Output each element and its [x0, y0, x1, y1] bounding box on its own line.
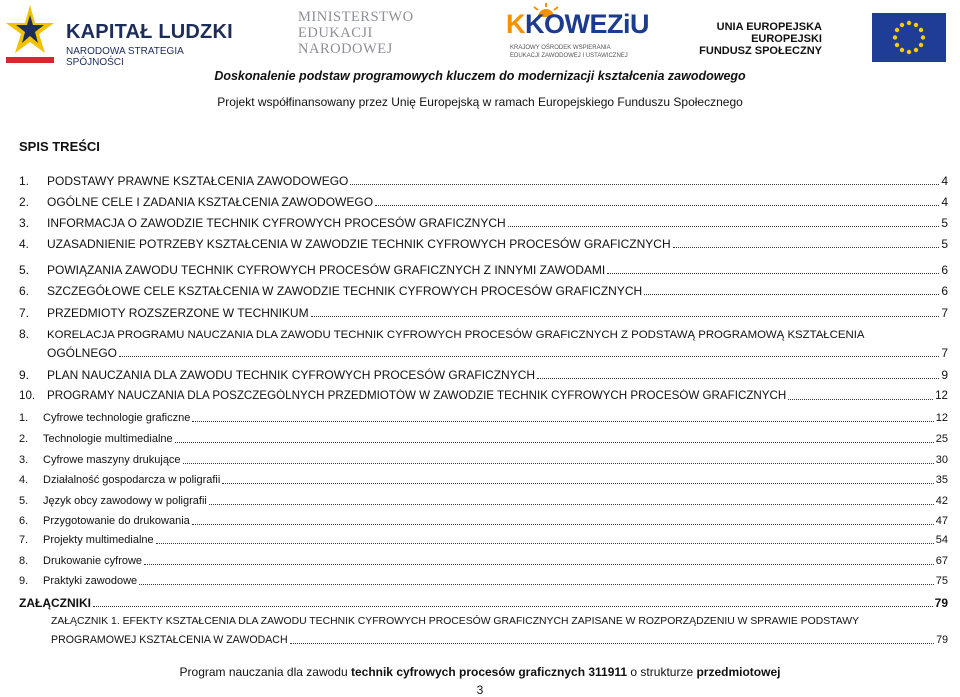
dot-leader: [375, 204, 939, 206]
toc-entry-number: 5.: [19, 263, 30, 277]
toc-entry-page: 6: [941, 284, 948, 298]
subtoc-label: Cyfrowe maszyny drukujące: [43, 454, 181, 466]
eu-line-1: UNIA EUROPEJSKA: [716, 21, 822, 33]
eu-line-2: EUROPEJSKI: [751, 33, 822, 45]
subtoc-label: Język obcy zawodowy w poligrafii: [43, 495, 207, 507]
toc-entry-7[interactable]: [19, 306, 948, 320]
dot-leader: [222, 482, 933, 484]
toc-entry-label: UZASADNIENIE POTRZEBY KSZTAŁCENIA W ZAWODZIE TECHNIK CYFROWYCH PROCESÓW GRAFICZNYCH: [47, 237, 671, 251]
toc-entry-label: POWIĄZANIA ZAWODU TECHNIK CYFROWYCH PROCESÓW GRAFICZNYCH Z INNYMI ZAWODAMI: [47, 263, 606, 277]
dot-leader: [175, 441, 934, 443]
kowezu-logo: [500, 3, 649, 65]
toc-entry-page: 4: [941, 195, 948, 209]
subtoc-entry-3[interactable]: [19, 453, 948, 467]
attachments-page: 79: [934, 596, 948, 610]
subtoc-label: Projekty multimedialne: [43, 534, 154, 546]
attachment-1-page: 79: [936, 634, 948, 646]
dot-leader: [93, 605, 933, 607]
subtoc-entry-4[interactable]: [19, 473, 948, 487]
header-tagline: Doskonalenie podstaw programowych kluczem do modernizacji kształcenia zawodowego: [214, 69, 746, 83]
subtoc-number: 7.: [19, 534, 29, 546]
ministry-line-1: MINISTERSTWO: [298, 9, 414, 25]
dot-leader: [156, 542, 934, 544]
toc-entry-page: 7: [941, 306, 948, 320]
subtoc-entry-6[interactable]: [19, 514, 948, 528]
toc-entry-label: OGÓLNE CELE I ZADANIA KSZTAŁCENIA ZAWODOWEGO: [47, 195, 374, 209]
dot-leader: [788, 398, 933, 400]
page-footer: [0, 665, 960, 679]
toc-entry-number: 6.: [19, 284, 30, 298]
subtoc-label: Przygotowanie do drukowania: [43, 515, 190, 527]
dot-leader: [350, 183, 939, 185]
subtoc-label: Technologie multimedialne: [43, 433, 173, 445]
toc-entry-number: 7.: [19, 306, 30, 320]
toc-entry-label: INFORMACJA O ZAWODZIE TECHNIK CYFROWYCH PROCESÓW GRAFICZNYCH: [47, 216, 506, 230]
subtoc-entry-5[interactable]: [19, 494, 948, 508]
toc-entry-page: 9: [941, 368, 948, 382]
star-icon: [4, 3, 56, 65]
dot-leader: [192, 420, 933, 422]
toc-entry-1[interactable]: [19, 174, 948, 188]
toc-entry-number: 2.: [19, 195, 30, 209]
subtoc-page: 35: [935, 474, 948, 486]
dot-leader: [192, 523, 934, 525]
subtoc-number: 4.: [19, 474, 29, 486]
toc-entry-label-continued: OGÓLNEGO: [47, 346, 118, 360]
kapital-ludzki-title: KAPITAŁ LUDZKI: [66, 21, 233, 43]
toc-entry-label: KORELACJA PROGRAMU NAUCZANIA DLA ZAWODU TECHNIK CYFROWYCH PROCESÓW GRAFICZNYCH Z PODSTAWĄ PROGRAMOWĄ KSZTAŁCENIA: [47, 329, 865, 341]
footer-structure: przedmiotowej: [696, 665, 781, 679]
subtoc-number: 9.: [19, 575, 29, 587]
subtoc-page: 75: [935, 575, 948, 587]
toc-entry-number: 8.: [19, 327, 30, 341]
toc-entry-page: 5: [941, 237, 948, 251]
dot-leader: [209, 503, 934, 505]
kowezu-name: KKOWEZiU: [506, 9, 649, 39]
footer-mid: o strukturze: [627, 665, 697, 679]
eu-line-3: FUNDUSZ SPOŁECZNY: [699, 45, 822, 57]
toc-entry-label: PROGRAMY NAUCZANIA DLA POSZCZEGÓLNYCH PRZEDMIOTÓW W ZAWODZIE TECHNIK CYFROWYCH PROCESÓW GRAFICZNYCH: [47, 389, 787, 402]
attachment-1-line-1[interactable]: ZAŁĄCZNIK 1. EFEKTY KSZTAŁCENIA DLA ZAWODU TECHNIK CYFROWYCH PROCESÓW GRAFICZNYCH ZAPISANE W ROZPORZĄDZENIU W SPRAWIE PODSTAWY: [51, 616, 860, 627]
subtoc-number: 1.: [19, 412, 29, 424]
subtoc-number: 5.: [19, 495, 29, 507]
subtoc-number: 2.: [19, 433, 29, 445]
dot-leader: [537, 377, 939, 379]
subtoc-page: 25: [935, 433, 948, 445]
subtoc-label: Działalność gospodarcza w poligrafii: [43, 474, 221, 486]
ministry-line-3: NARODOWEJ: [298, 41, 393, 57]
subtoc-number: 8.: [19, 555, 29, 567]
toc-entry-3[interactable]: [19, 216, 948, 230]
toc-entry-label: SZCZEGÓŁOWE CELE KSZTAŁCENIA W ZAWODZIE TECHNIK CYFROWYCH PROCESÓW GRAFICZNYCH: [47, 284, 643, 298]
toc-title: SPIS TREŚCI: [19, 139, 100, 154]
dot-leader: [139, 583, 934, 585]
subtoc-label: Drukowanie cyfrowe: [43, 555, 143, 567]
subtoc-page: 67: [935, 555, 948, 567]
toc-entry-number: 9.: [19, 368, 30, 382]
attachment-1-line-2[interactable]: [51, 633, 948, 647]
dot-leader: [183, 462, 934, 464]
ministry-line-2: EDUKACJI: [298, 25, 373, 41]
dot-leader: [607, 272, 939, 274]
dot-leader: [508, 225, 940, 227]
page-header: [0, 0, 960, 70]
subtoc-entry-1[interactable]: [19, 411, 948, 425]
dot-leader: [119, 355, 939, 357]
toc-entry-number: 10.: [19, 389, 36, 402]
page-number: 3: [476, 683, 484, 697]
dot-leader: [290, 642, 935, 644]
dot-leader: [311, 315, 940, 317]
subtoc-label: Praktyki zawodowe: [43, 575, 138, 587]
subtoc-label: Cyfrowe technologie graficzne: [43, 412, 191, 424]
toc-attachments[interactable]: [19, 596, 948, 610]
subtoc-page: 54: [935, 534, 948, 546]
header-project-line: Projekt współfinansowany przez Unię Europejską w ramach Europejskiego Funduszu Społecznego: [217, 95, 743, 109]
toc-entry-page: 4: [941, 174, 948, 188]
toc-entry-label: PODSTAWY PRAWNE KSZTAŁCENIA ZAWODOWEGO: [47, 174, 349, 188]
kowezu-line-2: EDUKACJI ZAWODOWEJ I USTAWICZNEJ: [510, 53, 628, 59]
toc-entry-2[interactable]: [19, 195, 948, 209]
attachment-1-label-continued: PROGRAMOWEJ KSZTAŁCENIA W ZAWODACH: [51, 634, 288, 646]
toc-entry-5[interactable]: [19, 263, 948, 277]
attachments-label: ZAŁĄCZNIKI: [19, 596, 91, 610]
subtoc-entry-2[interactable]: [19, 432, 948, 446]
toc-entry-8-line-2[interactable]: [47, 346, 948, 360]
toc-entry-page: 5: [941, 216, 948, 230]
toc-entry-number: 4.: [19, 237, 30, 251]
toc-entry-label: PRZEDMIOTY ROZSZERZONE W TECHNIKUM: [47, 306, 309, 320]
toc-entry-6[interactable]: [19, 284, 948, 298]
subtoc-entry-9[interactable]: [19, 574, 948, 588]
subtoc-number: 3.: [19, 454, 29, 466]
toc-entry-number: 3.: [19, 216, 30, 230]
kowezu-line-1: KRAJOWY OŚRODEK WSPIERANIA: [510, 45, 611, 51]
toc-entry-8-line-1[interactable]: [19, 327, 864, 342]
subtoc-page: 12: [935, 412, 948, 424]
dot-leader: [673, 246, 940, 248]
ministry-logo: [292, 8, 452, 63]
eu-logo: [699, 13, 952, 63]
footer-profession: technik cyfrowych procesów graficznych 311911: [350, 665, 628, 679]
kapital-ludzki-subtitle: NARODOWA STRATEGIA SPÓJNOŚCI: [66, 46, 184, 68]
footer-prefix: Program nauczania dla zawodu: [179, 665, 351, 679]
toc-entry-page: 12: [935, 389, 948, 402]
subtoc-number: 6.: [19, 515, 29, 527]
subtoc-page: 30: [935, 454, 948, 466]
eu-flag-icon: [872, 13, 946, 62]
toc-entry-page: 7: [941, 346, 948, 360]
toc-entry-4[interactable]: [19, 237, 948, 251]
toc-entry-label: PLAN NAUCZANIA DLA ZAWODU TECHNIK CYFROWYCH PROCESÓW GRAFICZNYCH: [47, 368, 536, 382]
subtoc-entry-7[interactable]: [19, 533, 948, 547]
kapital-ludzki-logo: [4, 3, 234, 68]
dot-leader: [644, 293, 939, 295]
subtoc-entry-8[interactable]: [19, 554, 948, 568]
toc-entry-number: 1.: [19, 174, 30, 188]
subtoc-page: 42: [935, 495, 948, 507]
dot-leader: [144, 563, 934, 565]
toc-entry-9[interactable]: [19, 368, 948, 382]
toc-entry-page: 6: [941, 263, 948, 277]
subtoc-page: 47: [935, 515, 948, 527]
toc-entry-10[interactable]: [19, 389, 948, 403]
